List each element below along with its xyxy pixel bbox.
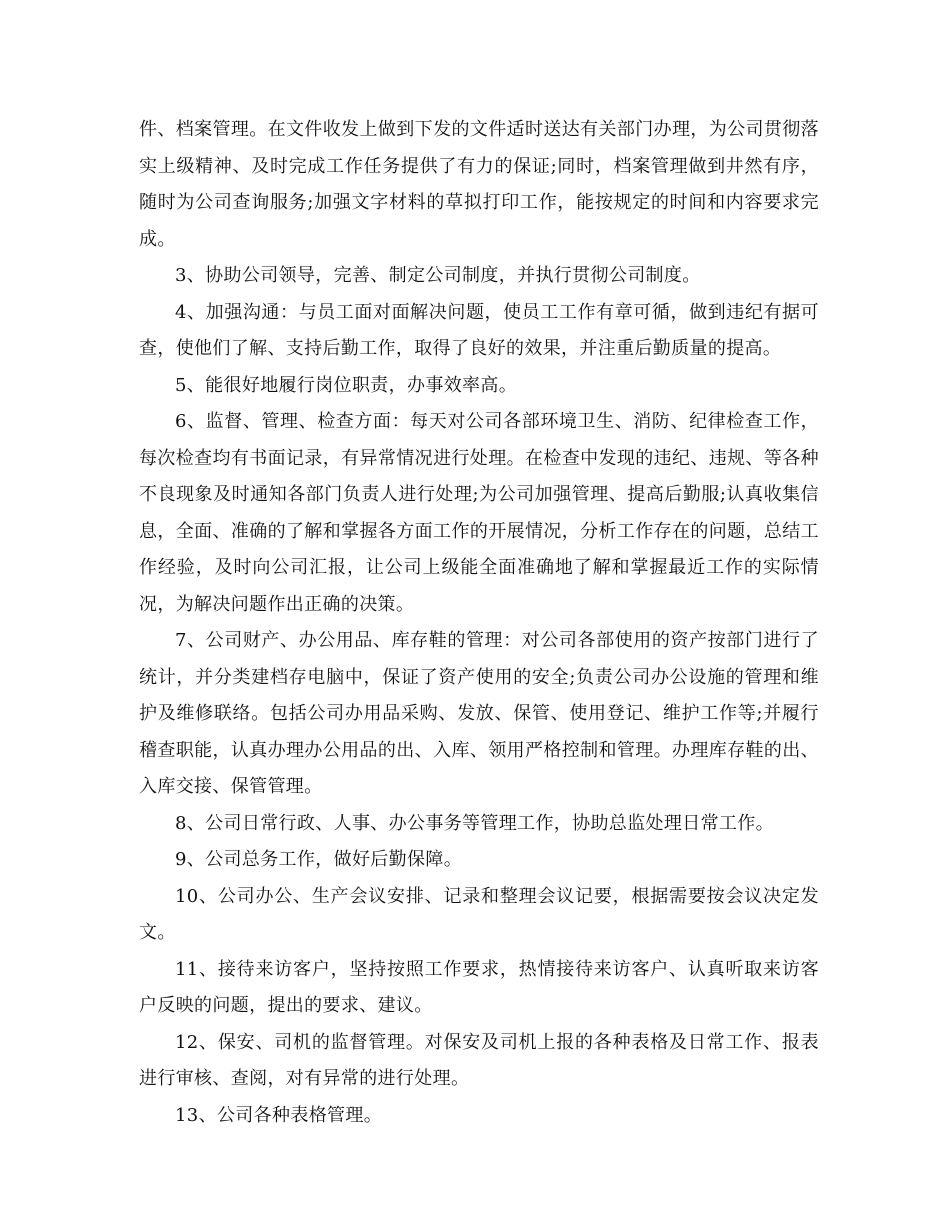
paragraph-item-9: 9、公司总务工作，做好后勤保障。 <box>175 849 463 870</box>
paragraph-item-5: 5、能很好地履行岗位职责，办事效率高。 <box>175 374 518 396</box>
paragraph-item-4: 4、加强沟通：与员工面对面解决问题，使员工工作有章可循，做到违纪有据可查，使他们了解、支持后勤工作，取得了良好的效果，并注重后勤质量的提高。 <box>139 301 819 359</box>
paragraph-item-12: 12、保安、司机的监督管理。对保安及司机上报的各种表格及日常工作、报表进行审核、查阅，对有异常的进行处理。 <box>139 1031 819 1089</box>
paragraph-item-8: 8、公司日常行政、人事、办公事务等管理工作，协助总监处理日常工作。 <box>175 812 774 834</box>
paragraph-item-11: 11、接待来访客户，坚持按照工作要求，热情接待来访客户、认真听取来访客户反映的问题，提出的要求、建议。 <box>139 958 819 1016</box>
paragraph-item-3: 3、协助公司领导，完善、制定公司制度，并执行贯彻公司制度。 <box>175 265 701 286</box>
paragraph-item-10: 10、公司办公、生产会议安排、记录和整理会议记要，根据需要按会议决定发文。 <box>139 885 819 943</box>
paragraph-item-6: 6、监督、管理、检查方面：每天对公司各部环境卫生、消防、纪律检查工作，每次检查均有书面记录，有异常情况进行处理。在检查中发现的违纪、违规、等各种不良现象及时通知各部门负责人进行处理;为公司加强管理、提高后勤服;认真收集信息，全面、准确的了解和掌握各方面工作的开展情况，分析工作存在的问题，总结工作经验，及时向公司汇报，让公司上级能全面准确地了解和掌握最近工作的实际情况，为解决问题作出正确的决策。 <box>139 411 819 615</box>
paragraph-item-13: 13、公司各种表格管理。 <box>175 1104 383 1126</box>
document-body <box>139 112 819 1134</box>
paragraph-item-7: 7、公司财产、办公用品、库存鞋的管理：对公司各部使用的资产按部门进行了统计，并分类建档存电脑中，保证了资产使用的安全;负责公司办公设施的管理和维护及维修联络。包括公司办用品采购、发放、保管、使用登记、维护工作等;并履行稽查职能，认真办理办公用品的出、入库、领用严格控制和管理。办理库存鞋的出、入库交接、保管管理。 <box>139 630 819 797</box>
paragraph-continuation: 件、档案管理。在文件收发上做到下发的文件适时送达有关部门办理，为公司贯彻落实上级精神、及时完成工作任务提供了有力的保证;同时，档案管理做到井然有序，随时为公司查询服务;加强文字材料的草拟打印工作，能按规定的时间和内容要求完成。 <box>139 119 819 250</box>
